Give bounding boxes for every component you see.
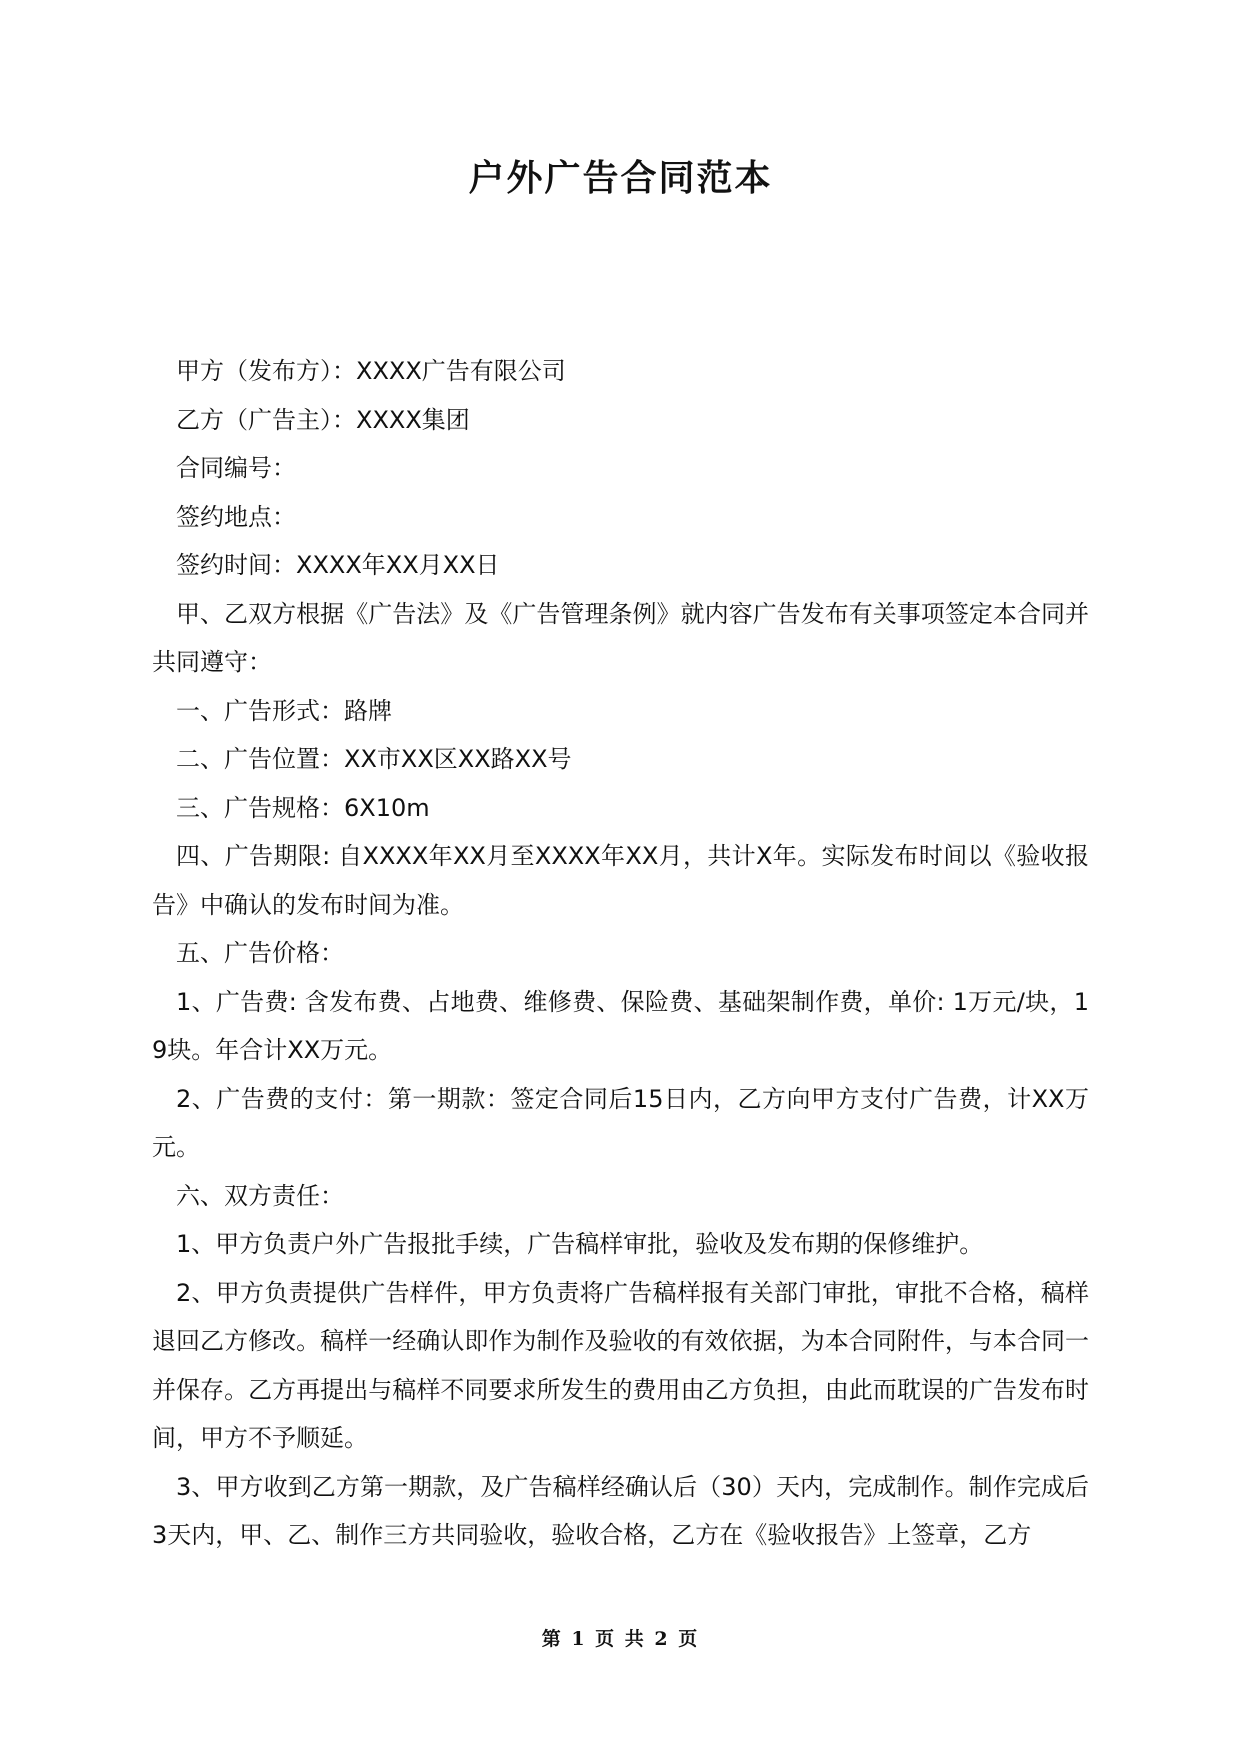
clause-ad-location: 二、广告位置：XX市XX区XX路XX号 bbox=[176, 745, 572, 773]
clause-ad-form: 一、广告形式：路牌 bbox=[176, 696, 392, 725]
clause-ad-size: 三、广告规格：6X10m bbox=[176, 793, 430, 822]
clause-responsibilities: 六、双方责任： bbox=[176, 1181, 344, 1210]
clause-ad-period: 四、广告期限: 自XXXX年XX月至XXXX年XX月，共计X年。实际发布时间以《验收报告》中确认的发布时间为准。 bbox=[152, 842, 1089, 919]
party-a-line: 甲方（发布方）：XXXX广告有限公司 bbox=[176, 357, 566, 385]
clause-ad-price: 五、广告价格： bbox=[176, 939, 344, 967]
clause-price-item-2: 2、广告费的支付：第一期款：签定合同后15日内，乙方向甲方支付广告费，计XX万元。 bbox=[152, 1084, 1089, 1161]
clause-resp-item-3: 3、甲方收到乙方第一期款，及广告稿样经确认后（30）天内，完成制作。制作完成后3天内，甲、乙、制作三方共同验收，验收合格，乙方在《验收报告》上签章，乙方 bbox=[152, 1472, 1089, 1549]
party-b-line: 乙方（广告主）：XXXX集团 bbox=[176, 405, 470, 434]
page-number-footer: 第 1 页 共 2 页 bbox=[541, 1628, 700, 1650]
signing-place-line: 签约地点： bbox=[176, 502, 296, 531]
preamble-paragraph: 甲、乙双方根据《广告法》及《广告管理条例》就内容广告发布有关事项签定本合同并共同遵守： bbox=[152, 599, 1089, 676]
document-body bbox=[152, 347, 1089, 1560]
contract-number-line: 合同编号： bbox=[176, 454, 296, 482]
signing-date-line: 签约时间：XXXX年XX月XX日 bbox=[176, 551, 500, 579]
clause-resp-item-1: 1、甲方负责户外广告报批手续，广告稿样审批，验收及发布期的保修维护。 bbox=[176, 1230, 984, 1258]
clause-resp-item-2: 2、甲方负责提供广告样件，甲方负责将广告稿样报有关部门审批，审批不合格，稿样退回乙方修改。稿样一经确认即作为制作及验收的有效依据，为本合同附件，与本合同一并保存。乙方再提出与稿样不同要求所发生的费用由乙方负担，由此而耽误的广告发布时间，甲方不予顺延。 bbox=[152, 1278, 1089, 1452]
document-title: 户外广告合同范本 bbox=[468, 158, 773, 199]
clause-price-item-1: 1、广告费: 含发布费、占地费、维修费、保险费、基础架制作费，单价: 1万元/块，19块。年合计XX万元。 bbox=[152, 987, 1089, 1064]
